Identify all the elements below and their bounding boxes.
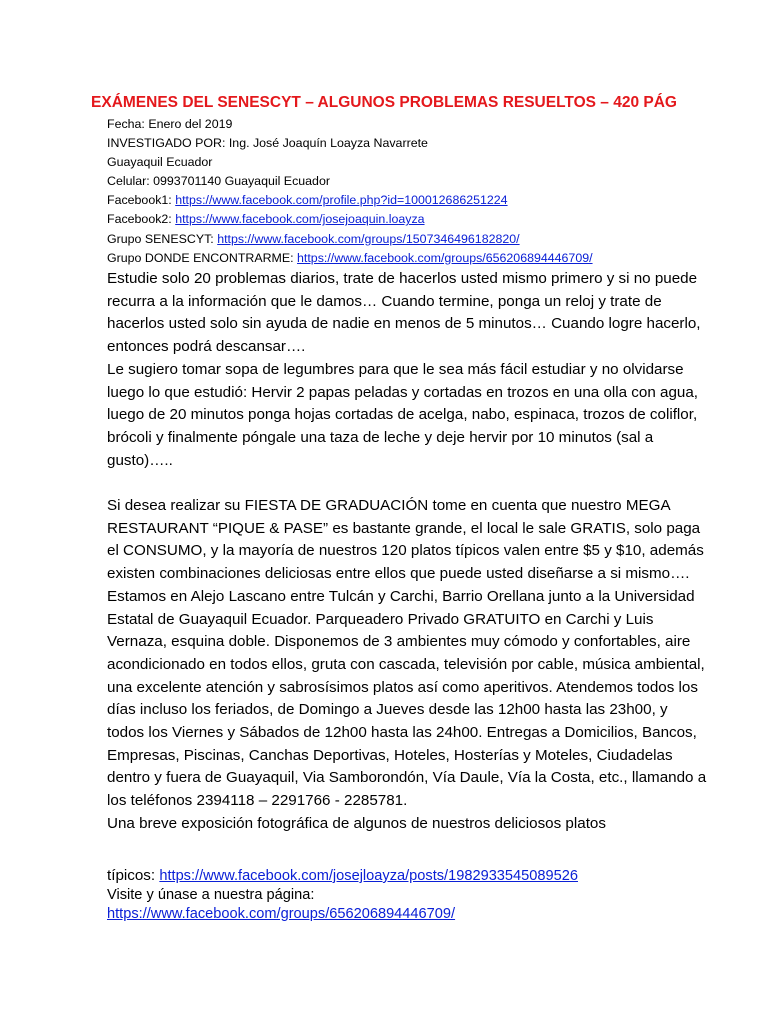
facebook1-line xyxy=(107,191,593,210)
tipicos-link[interactable]: https://www.facebook.com/josejloayza/posts/1982933545089526 xyxy=(159,868,578,884)
phone-line: Celular: 0993701140 Guayaquil Ecuador xyxy=(107,174,330,189)
tipicos-line xyxy=(107,867,578,886)
facebook1-link[interactable]: https://www.facebook.com/profile.php?id=100012686251224 xyxy=(175,193,508,208)
group-senescyt-line xyxy=(107,230,593,249)
group-donde-line xyxy=(107,249,593,268)
document-title: EXÁMENES DEL SENESCYT – ALGUNOS PROBLEMAS RESUELTOS – 420 PÁG xyxy=(91,94,677,111)
author-info xyxy=(107,115,593,268)
investigator-line: INVESTIGADO POR: Ing. José Joaquín Loayza Navarrete xyxy=(107,136,428,151)
facebook2-link[interactable]: https://www.facebook.com/josejoaquin.loayza xyxy=(175,212,425,227)
paragraph-spacer xyxy=(107,472,707,495)
group-senescyt-link[interactable]: https://www.facebook.com/groups/1507346496182820/ xyxy=(217,231,520,246)
footer-links xyxy=(107,867,578,923)
facebook1-label: Facebook1: xyxy=(107,193,176,208)
group-page-link[interactable]: https://www.facebook.com/groups/656206894446709/ xyxy=(107,905,456,922)
body-text xyxy=(107,268,707,836)
photos-text: Una breve exposición fotográfica de algunos de nuestros deliciosos platos xyxy=(107,814,606,832)
facebook2-line xyxy=(107,210,593,229)
tipicos-label: típicos: xyxy=(107,867,160,884)
restaurant-paragraph: Si desea realizar su FIESTA DE GRADUACIÓN tome en cuenta que nuestro MEGA RESTAURANT “PIQUE & PASE” es bastante grande, el local le sale GRATIS, solo paga el CONSUMO, y la mayoría de nuestros 120 platos típicos valen entre $5 y $10, además existen combinaciones deliciosas entre ellos que puede usted diseñarse a si mismo…. Estamos en Alejo Lascano entre Tulcán y Carchi, Barrio Orellana junto a la Universidad Estatal de Guayaquil Ecuador. Parqueadero Privado GRATUITO en Carchi y Luis Vernaza, esquina doble. Disponemos de 3 ambientes muy cómodo y confortables, aire acondicionado en todos ellos, gruta con cascada, televisión por cable, música ambiental, una excelente atención y sabrosísimos platos así como aperitivos. Atendemos todos los días incluso los feriados, de Domingo a Jueves desde las 12h00 hasta las 23h00, y todos los Viernes y Sábados de 12h00 hasta las 24h00. Entregas a Domicilios, Bancos, Empresas, Piscinas, Canchas Deportivas, Hoteles, Hosterías y Moteles, Ciudadelas dentro y fuera de Guayaquil, Via Samborondón, Vía Daule, Vía la Costa, etc., llamando a los teléfonos 2394118 – 2291766 - 2285781. xyxy=(107,497,707,810)
visit-text: Visite y únase a nuestra página: xyxy=(107,886,315,903)
soup-paragraph: Le sugiero tomar sopa de legumbres para que le sea más fácil estudiar y no olvidarse luego lo que estudió: Hervir 2 papas peladas y cortadas en trozos en una olla con agua, luego de 20 minutos ponga hojas cortadas de acelga, nabo, espinaca, trozos de coliflor, brócoli y finalmente póngale una taza de leche y deje hervir por 10 minutos (sal a gusto)….. xyxy=(107,360,699,469)
facebook2-label: Facebook2: xyxy=(107,212,176,227)
photos-paragraph xyxy=(107,813,707,836)
group-senescyt-label: Grupo SENESCYT: xyxy=(107,231,218,246)
group-donde-label: Grupo DONDE ENCONTRARME: xyxy=(107,250,298,265)
city-line: Guayaquil Ecuador xyxy=(107,155,213,170)
study-paragraph: Estudie solo 20 problemas diarios, trate de hacerlos usted mismo primero y si no puede recurra a la información que le damos… Cuando termine, ponga un reloj y trate de hacerlos usted solo sin ayuda de nadie en menos de 5 minutos… Cuando logre hacerlo, entonces podrá descansar…. xyxy=(107,270,701,356)
date-line: Fecha: Enero del 2019 xyxy=(107,117,233,131)
group-donde-link[interactable]: https://www.facebook.com/groups/656206894446709/ xyxy=(297,250,593,265)
